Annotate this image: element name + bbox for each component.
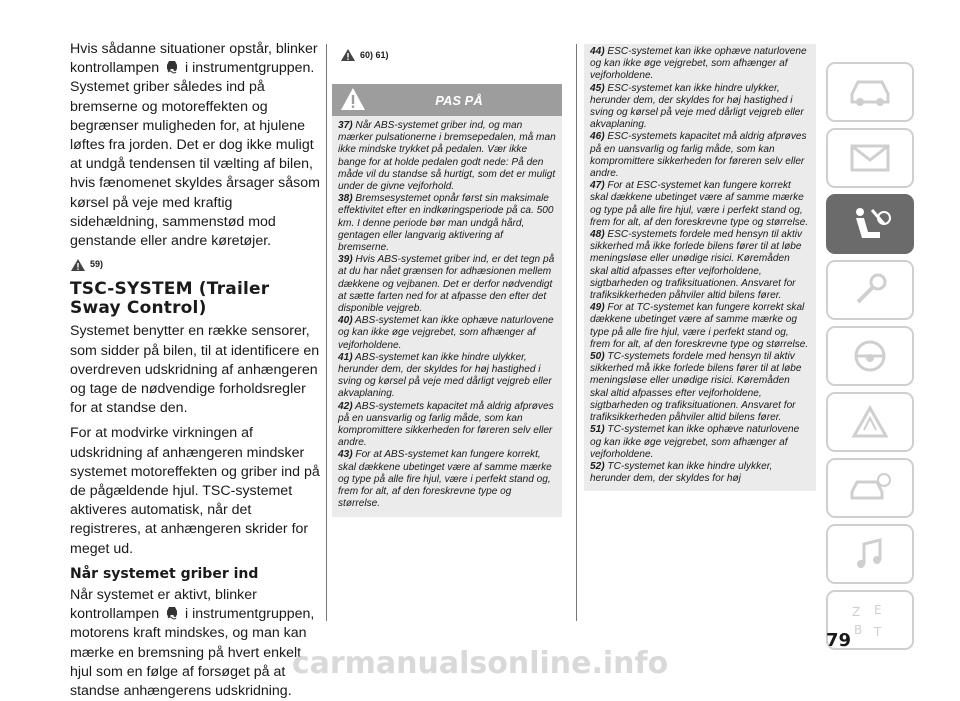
- reference-number: 60) 61): [360, 50, 389, 60]
- index-letters-icon: [844, 600, 896, 640]
- warning-note: [590, 424, 810, 461]
- warning-note: [590, 229, 810, 302]
- section-heading: TSC-SYSTEM (Trailer Sway Control): [70, 279, 270, 319]
- note-number: 37): [338, 120, 353, 131]
- car-icon: [844, 72, 896, 112]
- note-number: 46): [590, 131, 605, 143]
- warning-note: [338, 120, 556, 193]
- column-divider: [326, 44, 327, 621]
- warning-triangle-icon: [338, 84, 368, 114]
- paragraph: Systemet benytter en række sensorer, som sidder på bilen, til at identificere en overdreven udskridning af anhængeren og tage de nødvendige forholdsregler for at standse den.: [70, 323, 320, 417]
- tab-multimedia[interactable]: [826, 524, 914, 584]
- page-number: 79: [826, 630, 852, 651]
- warning-reference: [340, 48, 562, 62]
- note-number: 50): [590, 351, 605, 363]
- tab-service[interactable]: [826, 458, 914, 518]
- note-text: TC-systemets fordele med hensyn til aktiv sikkerhed må ikke forlede bilens fører til at løbe meningsløse eller unødige risici. Køremåden skal altid afpasses efter vejforholdene, sigtbarheden og trafiksituationen. Ansvaret for trafiksikkerheden påhviler altid bilens fører.: [590, 351, 802, 424]
- warning-reference: [70, 255, 320, 274]
- svg-text:B: B: [854, 623, 863, 637]
- warning-note: [590, 180, 810, 229]
- note-number: 47): [590, 180, 605, 192]
- watermark-footer: carmanualsonline.info: [291, 646, 669, 681]
- note-number: 44): [590, 46, 605, 57]
- paragraph: [70, 40, 320, 251]
- warning-triangle-icon: [340, 48, 356, 62]
- paragraph-text: Hvis sådanne situationer opstår, blinker kontrollampen: [70, 41, 318, 77]
- note-text: ESC-systemets fordele med hensyn til aktiv sikkerhed må ikke forlede bilens fører til at løbe meningsløse eller unødige risici. Køremåden skal altid afpasses efter vejforholdene, sigtbarheden og trafiksituationen. Ansvaret for trafiksikkerheden påhviler altid bilens fører.: [590, 229, 803, 302]
- warning-note: [338, 193, 556, 254]
- tab-driving[interactable]: [826, 326, 914, 386]
- column-warnings-1: [332, 44, 562, 517]
- tab-maintenance[interactable]: [826, 260, 914, 320]
- car-skid-warning-icon: [165, 605, 179, 620]
- warning-note: [338, 401, 556, 450]
- warning-notes: [332, 116, 562, 517]
- subheading: Når systemet griber ind: [70, 565, 259, 582]
- note-number: 39): [338, 254, 353, 266]
- note-text: TC-systemet kan ikke ophæve naturlovene og kan ikke øge vejgrebet, som afhænger af vejforholdene.: [590, 424, 800, 460]
- paragraph-text: i instrumentgruppen, motorens kraft mindskes, og man kan mærke en bremsning på hvert enkelt hjul som en følge af forsøget på at standse anhængerens udskridning.: [70, 606, 315, 700]
- note-text: Hvis ABS-systemet griber ind, er det tegn på at du har nået grænsen for adhæsionen mellem dækkene og vejbanen. Det er derfor nødvendigt at sætte farten ned for at afpasse den efter det disponible vejgreb.: [338, 254, 555, 315]
- warning-note: [590, 461, 810, 485]
- svg-text:E: E: [874, 603, 882, 617]
- note-number: 49): [590, 302, 605, 314]
- note-text: ABS-systemet kan ikke hindre ulykker, herunder dem, der skyldes for høj hastighed i sving og kørsel på veje med dårligt vejgreb eller akvaplaning.: [338, 351, 552, 400]
- note-text: ESC-systemet kan ikke hindre ulykker, herunder dem, der skyldes for høj hastighed i sving og kørsel på veje med dårligt vejgreb eller akvaplaning.: [590, 82, 804, 131]
- warning-note: [338, 352, 556, 401]
- tab-car[interactable]: [826, 62, 914, 122]
- mail-icon: [844, 138, 896, 178]
- warning-note: [590, 46, 810, 83]
- warning-notes: [584, 44, 816, 491]
- note-number: 42): [338, 400, 353, 412]
- note-number: 40): [338, 315, 353, 327]
- paragraph-text: Når systemet er aktivt, blinker kontrollampen: [70, 587, 257, 623]
- note-text: TC-systemet kan ikke hindre ulykker, herunder dem, der skyldes for høj: [590, 460, 773, 485]
- note-text: ABS-systemet kan ikke ophæve naturlovene og kan ikke øge vejgrebet, som afhænger af vejforholdene.: [338, 315, 554, 351]
- column-main-text: [70, 40, 320, 701]
- reference-number: 59): [90, 259, 104, 270]
- note-text: For at ABS-systemet kan fungere korrekt, skal dækkene ubetinget være af samme mærke og type på alle fire hjul, være i perfekt stand og, frem for alt, af den foreskrevne type og størrelse.: [338, 449, 552, 510]
- seat-airbag-icon: [844, 204, 896, 244]
- tab-emergency[interactable]: [826, 392, 914, 452]
- tab-mail[interactable]: [826, 128, 914, 188]
- note-number: 43): [338, 449, 353, 461]
- warning-note: [590, 302, 810, 351]
- warning-note: [590, 131, 810, 180]
- note-number: 38): [338, 193, 353, 205]
- warning-note: [590, 83, 810, 132]
- paragraph: For at modvirke virkningen af udskridning af anhængeren mindsker systemet motoreffekten og griber ind på de pågældende hjul. TSC-systemet aktiveres automatisk, når det registreres, at anhængeren skrider for meget ud.: [70, 425, 320, 557]
- note-number: 51): [590, 424, 605, 436]
- warning-note: [338, 254, 556, 315]
- steering-wheel-icon: [844, 336, 896, 376]
- music-icon: [844, 534, 896, 574]
- note-text: ESC-systemets kapacitet må aldrig afprøves på en uansvarlig og farlig måde, som kan kompromittere sikkerheden for føreren selv eller andre.: [590, 131, 807, 180]
- note-number: 45): [590, 82, 605, 94]
- warning-note: [338, 449, 556, 510]
- warning-note: [338, 315, 556, 352]
- warning-triangle-icon: [70, 258, 86, 272]
- car-skid-warning-icon: [165, 59, 179, 74]
- car-service-icon: [844, 468, 896, 508]
- column-divider: [576, 44, 577, 621]
- note-text: For at TC-systemet kan fungere korrekt skal dækkene ubetinget være af samme mærke og type på alle fire hjul, være i perfekt stand og, frem for alt, af den foreskrevne type og størrelse.: [590, 302, 809, 350]
- column-warnings-2: [584, 44, 816, 491]
- svg-text:T: T: [874, 625, 882, 639]
- paragraph: [70, 586, 320, 701]
- svg-text:Z: Z: [852, 605, 861, 619]
- note-text: Når ABS-systemet griber ind, og man mærker pulsationerne i bremsepedalen, må man ikke mindske trykket på pedalen. Vær ikke bange for at holde pedalen godt nede: På den måde vil du standse så hurtigt, som det er muligt under de givne vejforhold.: [338, 120, 556, 193]
- road-warning-icon: [844, 402, 896, 442]
- paragraph-text: i instrumentgruppen. Systemet griber således ind på bremserne og motoreffekten og begrænser muligheden for, at hjulene løftes fra jorden. Det er dog ikke muligt at undgå tendensen til vælting af bilen, hvis fænomenet skyldes årsager såsom kørsel på veje med kraftig sidehældning, sammenstød mod genstande eller andre køretøjer.: [70, 60, 320, 250]
- note-text: For at ESC-systemet kan fungere korrekt skal dækkene ubetinget være af samme mærke og type på alle fire hjul, være i perfekt stand og, frem for alt, af den foreskrevne type og størrelse.: [590, 180, 809, 228]
- note-number: 41): [338, 351, 353, 363]
- warning-title: PAS PÅ: [435, 92, 483, 108]
- note-text: Bremsesystemet opnår først sin maksimale effektivitet efter en indkøringsperiode på ca. 500 km. I denne periode bør man undgå hård, gentagen eller langvarig aktivering af bremserne.: [338, 193, 554, 254]
- note-text: ESC-systemet kan ikke ophæve naturlovene og kan ikke øge vejgrebet, som afhænger af vejforholdene.: [590, 46, 807, 82]
- chapter-tabs: [826, 62, 914, 656]
- warning-note: [590, 351, 810, 424]
- tab-safety[interactable]: [826, 194, 914, 254]
- note-number: 48): [590, 229, 605, 241]
- warning-banner: [332, 84, 562, 116]
- note-number: 52): [590, 460, 605, 472]
- wrench-icon: [844, 270, 896, 310]
- note-text: ABS-systemets kapacitet må aldrig afprøves på en uansvarlig og farlig måde, som kan kompromittere sikkerheden for føreren selv eller andre.: [338, 400, 554, 449]
